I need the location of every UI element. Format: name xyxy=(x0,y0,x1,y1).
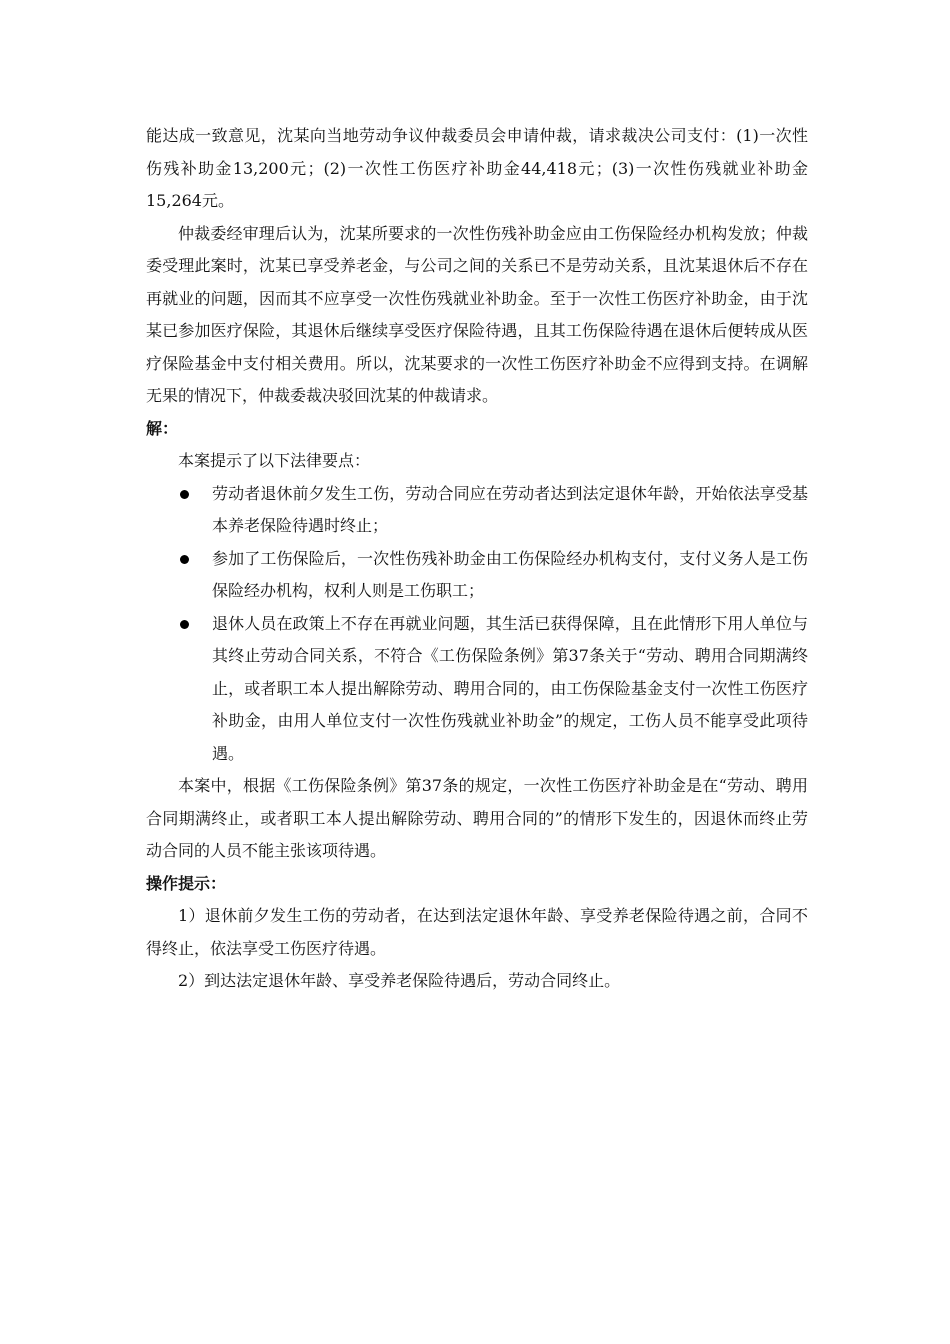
list-item xyxy=(146,478,808,543)
analysis-heading: 解： xyxy=(146,418,179,438)
case-paragraph-1: 能达成一致意见，沈某向当地劳动争议仲裁委员会申请仲裁，请求裁决公司支付：(1)一次性伤残补助金13,200元；(2)一次性工伤医疗补助金44,418元；(3)一次性伤残就业补助金15,264元。 xyxy=(146,126,808,210)
list-item-text: 退休人员在政策上不存在再就业问题，其生活已获得保障，且在此情形下用人单位与其终止劳动合同关系，不符合《工伤保险条例》第37条关于“劳动、聘用合同期满终止，或者职工本人提出解除劳动、聘用合同的，由工伤保险基金支付一次性工伤医疗补助金，由用人单位支付一次性伤残就业补助金”的规定，工伤人员不能享受此项待遇。 xyxy=(212,613,808,763)
list-item-text: 参加了工伤保险后，一次性伤残补助金由工伤保险经办机构支付，支付义务人是工伤保险经办机构，权利人则是工伤职工； xyxy=(212,548,808,600)
list-item-text: 劳动者退休前夕发生工伤，劳动合同应在劳动者达到法定退休年龄，开始依法享受基本养老保险待遇时终止； xyxy=(212,483,808,535)
list-item xyxy=(146,608,808,771)
list-item xyxy=(146,543,808,608)
case-paragraph-2: 仲裁委经审理后认为，沈某所要求的一次性伤残补助金应由工伤保险经办机构发放；仲裁委受理此案时，沈某已享受养老金，与公司之间的关系已不是劳动关系，且沈某退休后不存在再就业的问题，因而其不应享受一次性伤残就业补助金。至于一次性工伤医疗补助金，由于沈某已参加医疗保险，其退休后继续享受医疗保险待遇，且其工伤保险待遇在退休后便转成从医疗保险基金中支付相关费用。所以，沈某要求的一次性工伤医疗补助金不应得到支持。在调解无果的情况下，仲裁委裁决驳回沈某的仲裁请求。 xyxy=(146,223,808,405)
bullet-icon xyxy=(180,555,189,564)
analysis-intro: 本案提示了以下法律要点： xyxy=(178,451,371,470)
bullet-icon xyxy=(180,490,189,499)
tip-item-2: 2）到达法定退休年龄、享受养老保险待遇后，劳动合同终止。 xyxy=(178,971,621,990)
legal-points-list xyxy=(146,478,808,771)
document-page xyxy=(146,120,808,998)
analysis-conclusion: 本案中，根据《工伤保险条例》第37条的规定，一次性工伤医疗补助金是在“劳动、聘用合同期满终止，或者职工本人提出解除劳动、聘用合同的”的情形下发生的，因退休而终止劳动合同的人员不能主张该项待遇。 xyxy=(146,776,808,860)
tips-heading: 操作提示： xyxy=(146,873,227,893)
tip-item-1: 1）退休前夕发生工伤的劳动者，在达到法定退休年龄、享受养老保险待遇之前，合同不得终止，依法享受工伤医疗待遇。 xyxy=(146,906,808,958)
bullet-icon xyxy=(180,620,189,629)
